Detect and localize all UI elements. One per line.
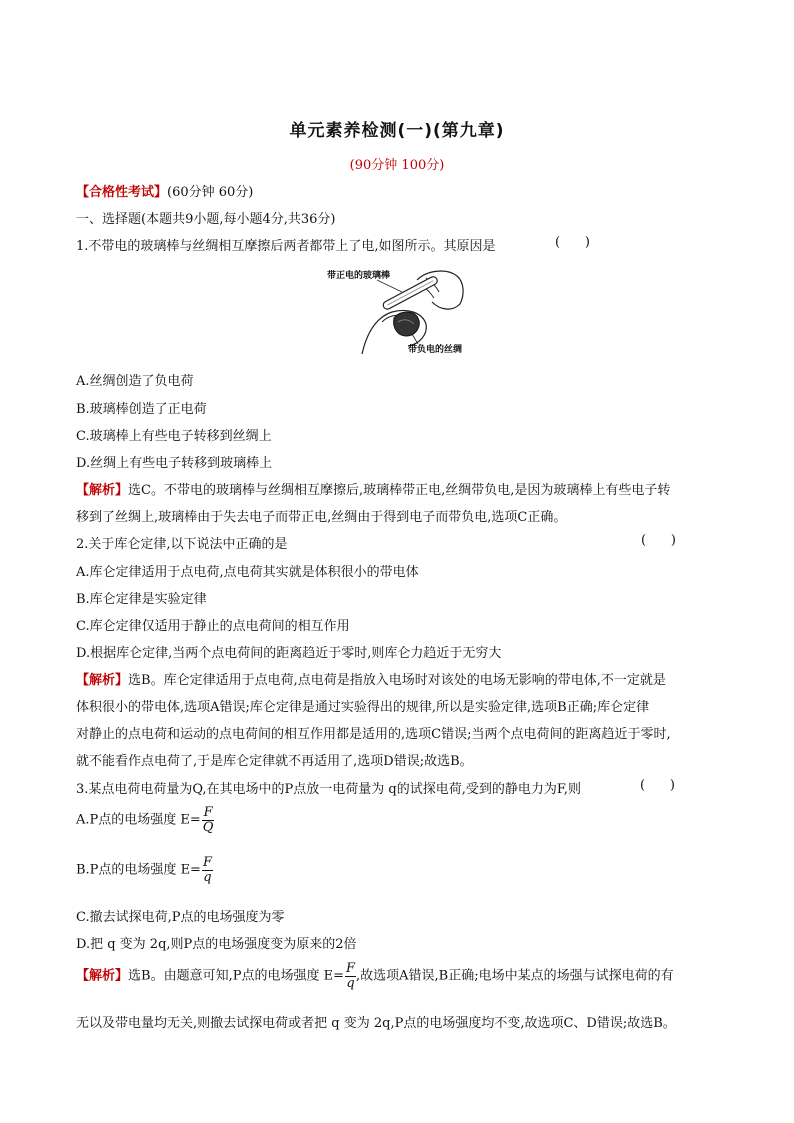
q2-analysis-tag: 【解析】 <box>76 673 129 688</box>
q3-option-c: C.撤去试探电荷,P点的电场强度为零 <box>76 910 285 925</box>
q1-answer-paren: ( ) <box>555 235 590 250</box>
section-time-score: (60分钟 60分) <box>167 185 254 200</box>
q2-analysis-line-1: 【解析】选B。库仑定律适用于点电荷,点电荷是指放入电场时对该处的电场无影响的带电体,不一定就是 <box>76 673 666 688</box>
part-title: 一、选择题(本题共9小题,每小题4分,共36分) <box>76 212 336 227</box>
q3-analysis-line-2: 无以及带电量均无关,则撤去试探电荷或者把 q 变为 2q,P点的电场强度均不变,故选项C、D错误;故选B。 <box>76 1016 676 1031</box>
figure-label-rod: 带正电的玻璃棒 <box>327 271 391 281</box>
q2-analysis-line-3: 对静止的点电荷和运动的点电荷间的相互作用都是适用的,选项C错误;当两个点电荷间的距离趋近于零时, <box>76 727 671 742</box>
q2-option-a: A.库仑定律适用于点电荷,点电荷其实就是体积很小的带电体 <box>76 565 419 580</box>
q2-analysis-line-4: 就不能看作点电荷了,于是库仑定律就不再适用了,选项D错误;故选B。 <box>76 754 473 769</box>
q1-analysis-line-2: 移到了丝绸上,玻璃棒由于失去电子而带正电,丝绸由于得到电子而带负电,选项C正确。 <box>76 510 567 525</box>
fraction-f-over-q: $\frac{F}{Q}$ <box>202 805 214 835</box>
fraction-f-over-small-q: $\frac{F}{q}$ <box>202 855 212 885</box>
page-subtitle: (90分钟 100分) <box>349 158 445 173</box>
q1-option-b: B.玻璃棒创造了正电荷 <box>76 402 207 417</box>
figure-label-silk: 带负电的丝绸 <box>408 345 463 355</box>
q1-option-c: C.玻璃棒上有些电子转移到丝绸上 <box>76 429 272 444</box>
q3-stem: 3.某点电荷电荷量为Q,在其电场中的P点放一电荷量为 q的试探电荷,受到的静电力为F,则 <box>76 782 582 797</box>
q3-analysis-tag: 【解析】 <box>76 968 129 984</box>
q1-option-a: A.丝绸创造了负电荷 <box>76 374 194 389</box>
q1-analysis-line-1: 【解析】选C。不带电的玻璃棒与丝绸相互摩擦后,玻璃棒带正电,丝绸带负电,是因为玻璃棒上有些电子转 <box>76 483 671 498</box>
q2-analysis-line-2: 体积很小的带电体,选项A错误;库仑定律是通过实验得出的规律,所以是实验定律,选项B正确;库仑定律 <box>76 700 650 715</box>
q3-option-d: D.把 q 变为 2q,则P点的电场强度变为原来的2倍 <box>76 937 357 952</box>
q1-figure <box>322 262 472 357</box>
q3-answer-paren: ( ) <box>640 778 675 793</box>
q3-analysis-line-1: 【解析】选B。由题意可知,P点的电场强度 E= $\frac{F}{q}$ ,故选项A错误,B正确;电场中某点的场强与试探电荷的有 <box>76 961 674 991</box>
q2-stem: 2.关于库仑定律,以下说法中正确的是 <box>76 537 288 552</box>
q3-option-b: B.P点的电场强度 E= $\frac{F}{q}$ <box>76 855 212 885</box>
q1-option-d: D.丝绸上有些电子转移到玻璃棒上 <box>76 456 273 471</box>
q1-analysis-tag: 【解析】 <box>76 483 129 498</box>
section-tag: 【合格性考试】 <box>76 185 168 200</box>
q1-stem: 1.不带电的玻璃棒与丝绸相互摩擦后两者都带上了电,如图所示。其原因是 <box>76 239 496 254</box>
q2-option-c: C.库仑定律仅适用于静止的点电荷间的相互作用 <box>76 619 350 634</box>
section-header <box>76 181 726 200</box>
q2-answer-paren: ( ) <box>641 533 676 548</box>
q3-option-a: A.P点的电场强度 E= $\frac{F}{Q}$ <box>76 805 214 835</box>
q2-option-d: D.根据库仑定律,当两个点电荷间的距离趋近于零时,则库仑力趋近于无穷大 <box>76 646 502 661</box>
fraction-analysis: $\frac{F}{q}$ <box>345 961 355 991</box>
page-title: 单元素养检测(一)(第九章) <box>289 121 505 141</box>
q2-option-b: B.库仑定律是实验定律 <box>76 592 207 607</box>
